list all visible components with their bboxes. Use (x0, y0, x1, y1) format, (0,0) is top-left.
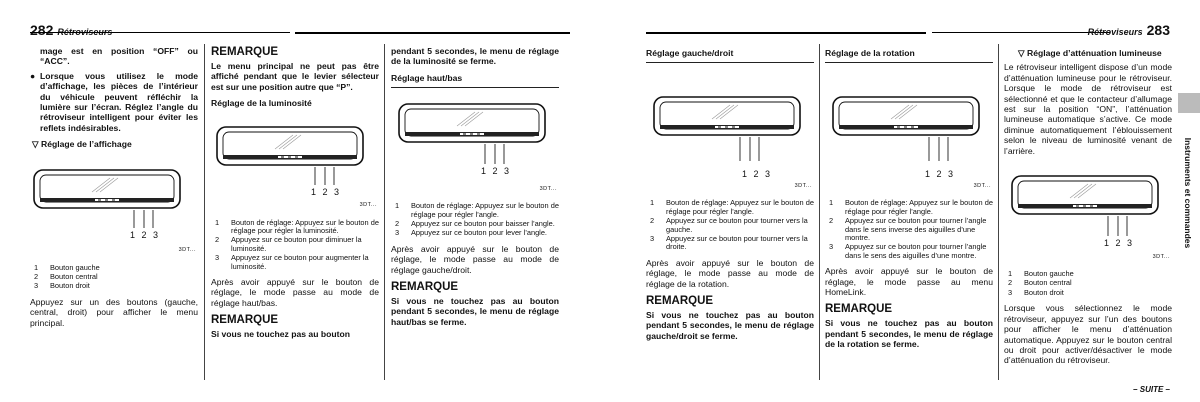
figure-legend (30, 264, 198, 291)
legend-text: Bouton de réglage: Appuyez sur le bouton de réglage pour régler l’angle. (666, 198, 814, 216)
legend-text: Appuyez sur ce bouton pour lever l’angle. (411, 228, 547, 238)
bullet-item (30, 71, 198, 133)
legend-text: Bouton gauche (1024, 269, 1074, 279)
column-3 (391, 46, 559, 331)
legend-item (391, 220, 559, 228)
legend-number: 3 (34, 281, 39, 291)
callout-numbers: 1 2 3 (1104, 238, 1133, 249)
figure-legend (646, 199, 814, 251)
legend-item (211, 236, 379, 253)
legend-number: 3 (829, 242, 834, 252)
legend-number: 2 (1008, 278, 1013, 288)
legend-text: Bouton de réglage: Appuyez sur le bouton de réglage pour régler la luminosité. (231, 217, 379, 236)
legend-text: Bouton de réglage: Appuyez sur le bouton de réglage pour régler l’angle. (845, 198, 993, 216)
callout-lines (391, 96, 559, 196)
header-rule (30, 32, 290, 33)
chapter-side-label (1180, 118, 1196, 268)
remarque-heading: REMARQUE (211, 46, 279, 58)
figure-legend (391, 202, 559, 238)
remarque-heading: REMARQUE (391, 281, 459, 294)
column-divider (819, 44, 820, 380)
legend-number: 2 (34, 272, 39, 282)
remarque-text: Si vous ne touchez pas au bouton pendant 5 secondes, le menu de réglage de la rotation se ferme. (825, 318, 993, 350)
figure-legend (211, 219, 379, 271)
legend-text: Appuyez sur ce bouton pour tourner vers la droite. (666, 234, 808, 252)
callout-lines (825, 71, 993, 193)
legend-number: 2 (650, 216, 655, 226)
triangle-icon: ▽ (32, 139, 41, 150)
legend-item (646, 217, 814, 234)
remarque-heading: REMARQUE (825, 303, 893, 316)
mirror-figure (825, 71, 993, 193)
section-heading: Réglage de la rotation (825, 48, 915, 58)
legend-item (825, 217, 993, 242)
continued-marker: – SUITE – (1133, 385, 1170, 394)
legend-number: 2 (215, 235, 220, 245)
remarque-text: Si vous ne touchez pas au bouton pendant 5 secondes, le menu de réglage haut/bas se ferme. (391, 296, 559, 327)
mirror-figure (211, 113, 379, 213)
paragraph: mage est en position “OFF” ou “ACC”. (40, 46, 198, 67)
bullet-text: Lorsque vous utilisez le mode d’affichage, les pièces de l’intérieur du véhicule peuvent réfléchir la lumière sur l’écran. Réglez l’angle du rétroviseur intelligent pour éviter les reflets indésirables. (40, 70, 198, 133)
divider (825, 62, 993, 63)
section-heading: Réglage haut/bas (391, 72, 463, 83)
legend-item (646, 199, 814, 216)
callout-numbers: 1 2 3 (311, 186, 340, 197)
legend-text: Bouton central (50, 272, 98, 282)
legend-item (825, 199, 993, 216)
figure-code: 3DT... (1152, 253, 1170, 260)
legend-text: Appuyez sur ce bouton pour tourner vers la gauche. (666, 216, 808, 234)
column-divider (204, 44, 205, 380)
paragraph: Après avoir appuyé sur le bouton de réglage, le mode passe au mode de réglage haut/bas. (211, 277, 379, 308)
section-heading: Réglage de la luminosité (211, 98, 312, 109)
section-heading-text: Réglage d’atténuation lumineuse (1027, 48, 1162, 58)
section-heading: Réglage gauche/droit (646, 48, 734, 58)
page-number: 282 (30, 22, 54, 38)
legend-item (1004, 279, 1172, 287)
paragraph: Après avoir appuyé sur le bouton de réglage, le mode passe au mode de réglage de la rotation. (646, 257, 814, 289)
column-divider (998, 44, 999, 380)
legend-number: 3 (1008, 287, 1013, 297)
legend-text: Appuyez sur ce bouton pour augmenter la luminosité. (231, 253, 369, 271)
triangle-icon: ▽ (1018, 48, 1027, 58)
chapter-tab-marker (1178, 93, 1200, 113)
legend-item (211, 219, 379, 236)
callout-lines (211, 113, 379, 213)
section-heading-text: Réglage de l’affichage (41, 139, 132, 150)
legend-number: 3 (215, 253, 220, 263)
callout-numbers: 1 2 3 (130, 229, 159, 240)
column-3 (1004, 46, 1172, 370)
header-rule-bold (646, 32, 926, 34)
legend-text: Bouton droit (1024, 287, 1064, 297)
figure-code: 3DT... (973, 183, 991, 189)
figure-code: 3DT... (539, 185, 557, 192)
legend-item (391, 229, 559, 237)
section-title: Rétroviseurs (1087, 27, 1143, 37)
legend-item (391, 202, 559, 219)
figure-code: 3DT... (178, 247, 196, 254)
legend-number: 3 (395, 228, 400, 238)
callout-lines (646, 71, 814, 193)
paragraph: Appuyez sur un des boutons (gauche, central, droit) pour afficher le menu principal. (30, 296, 198, 328)
legend-item (30, 264, 198, 272)
figure-code: 3DT... (359, 202, 377, 209)
legend-number: 1 (829, 198, 834, 208)
legend-number: 2 (829, 216, 834, 226)
column-2 (825, 46, 993, 354)
figure-legend (825, 199, 993, 260)
figure-legend (1004, 270, 1172, 297)
section-title: Rétroviseurs (57, 27, 113, 37)
legend-item (1004, 289, 1172, 297)
callout-lines (30, 154, 198, 258)
legend-item (1004, 270, 1172, 278)
legend-text: Bouton central (1024, 278, 1072, 288)
remarque-heading: REMARQUE (646, 295, 714, 308)
legend-text: Appuyez sur ce bouton pour tourner l’angle dans le sens inverse des aiguilles d’une montre. (845, 216, 987, 243)
figure-code: 3DT... (794, 183, 812, 189)
bullet-icon: ● (30, 70, 36, 81)
legend-text: Appuyez sur ce bouton pour baisser l’angle. (411, 219, 555, 229)
right-page (600, 0, 1200, 402)
remarque-text: Si vous ne touchez pas au bouton pendant 5 secondes, le menu de réglage gauche/droit se ferme. (646, 310, 814, 341)
remarque-text: Le menu principal ne peut pas être affiché pendant que le levier sélecteur est sur une position autre que “P”. (211, 61, 379, 92)
legend-text: Appuyez sur ce bouton pour diminuer la luminosité. (231, 235, 362, 253)
legend-item (646, 235, 814, 252)
remarque-text: Si vous ne touchez pas au bouton (211, 329, 350, 340)
right-page-header (1084, 22, 1170, 38)
mirror-figure (30, 154, 198, 258)
column-divider (384, 44, 385, 380)
legend-number: 3 (650, 234, 655, 244)
divider (646, 62, 814, 63)
legend-number: 1 (650, 198, 655, 208)
chapter-side-label-text: Instruments et commandes (1183, 137, 1193, 249)
paragraph: Lorsque vous sélectionnez le mode rétroviseur, appuyez sur l’un des boutons pour afficher le menu d’atténuation automatique. Appuyez sur le bouton central ou droit pour activer/désactiver le mode d’atténuation du rétroviseur. (1004, 303, 1172, 366)
callout-lines (1004, 160, 1172, 264)
mirror-figure (1004, 160, 1172, 264)
remarque-heading: REMARQUE (211, 314, 279, 327)
legend-item (825, 243, 993, 260)
section-heading (30, 139, 198, 149)
mirror-figure (646, 71, 814, 193)
legend-item (30, 282, 198, 290)
legend-item (211, 254, 379, 271)
paragraph: Après avoir appuyé sur le bouton de réglage, le mode passe au mode de réglage gauche/droit. (391, 243, 559, 275)
page-number: 283 (1146, 22, 1170, 38)
legend-text: Bouton de réglage: Appuyez sur le bouton de réglage pour régler l’angle. (411, 201, 559, 219)
legend-text: Appuyez sur ce bouton pour tourner l’angle dans le sens des aiguilles d’une montre. (845, 242, 987, 260)
legend-item (30, 273, 198, 281)
left-page-header (30, 22, 116, 38)
legend-number: 1 (215, 217, 220, 227)
column-1 (646, 46, 814, 345)
legend-number: 1 (34, 262, 39, 272)
legend-number: 1 (395, 201, 400, 211)
divider (391, 87, 559, 88)
legend-text: Bouton droit (50, 281, 90, 291)
section-heading (1004, 48, 1172, 58)
callout-numbers: 1 2 3 (925, 169, 954, 180)
paragraph: pendant 5 secondes, le menu de réglage de la luminosité se ferme. (391, 46, 559, 67)
legend-number: 2 (395, 219, 400, 229)
header-rule-bold (295, 32, 570, 34)
paragraph: Après avoir appuyé sur le bouton de réglage, le mode passe au menu HomeLink. (825, 266, 993, 298)
column-2 (211, 46, 379, 344)
mirror-figure (391, 96, 559, 196)
callout-numbers: 1 2 3 (481, 166, 510, 177)
legend-number: 1 (1008, 269, 1013, 279)
legend-text: Bouton gauche (50, 262, 100, 272)
paragraph: Le rétroviseur intelligent dispose d’un mode d’atténuation lumineuse pour le rétroviseur. Lorsque le mode de rétroviseur est sélectionné et que le contacteur d’allumage est sur la position “ON”, l’atténuation lumineuse automatique s’active. Ce mode diminue automatiquement l’éblouissement selon le niveau de luminosité venant de l’arrière. (1004, 62, 1172, 156)
column-1 (30, 46, 198, 332)
callout-numbers: 1 2 3 (742, 169, 771, 180)
